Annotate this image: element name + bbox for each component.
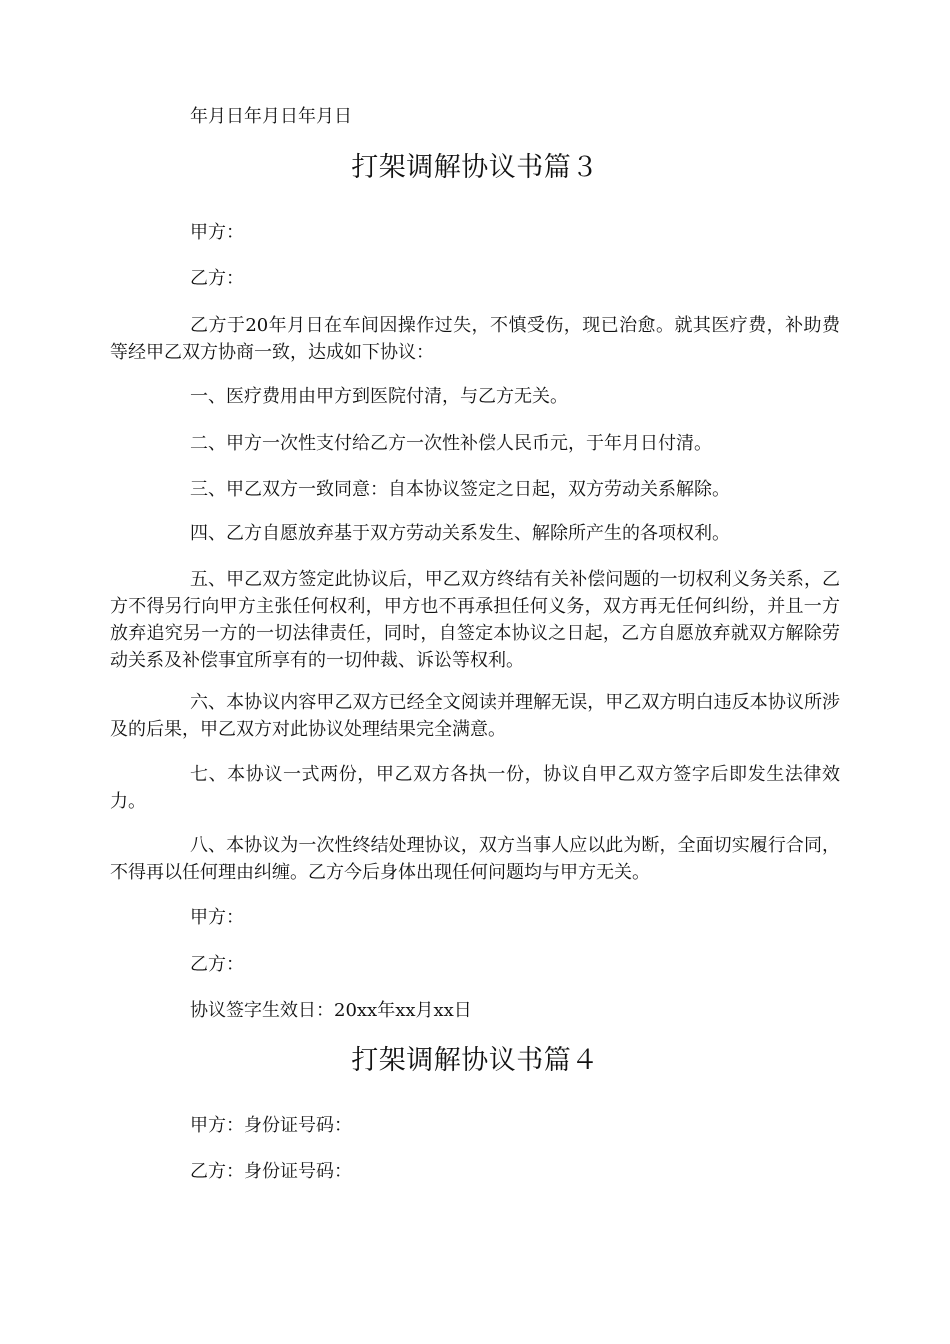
- clause-3: 三、甲乙双方一致同意：自本协议签定之日起，双方劳动关系解除。: [190, 479, 730, 500]
- intro-paragraph: 乙方于20年月日在车间因操作过失，不慎受伤，现已治愈。就其医疗费，补助费等经甲乙双方协商一致，达成如下协议：: [110, 315, 840, 363]
- clause-1: 一、医疗费用由甲方到医院付清，与乙方无关。: [190, 386, 568, 407]
- clause-5: 五、甲乙双方签定此协议后，甲乙双方终结有关补偿问题的一切权利义务关系，乙方不得另行向甲方主张任何权利，甲方也不再承担任何义务，双方再无任何纠纷，并且一方放弃追究另一方的一切法律责任，同时，自签定本协议之日起，乙方自愿放弃就双方解除劳动关系及补偿事宜所享有的一切仲裁、诉讼等权利。: [110, 569, 840, 671]
- date-line: 年月日年月日年月日: [190, 106, 352, 127]
- section-4-party-a: 甲方：身份证号码：: [190, 1115, 352, 1136]
- clause-4: 四、乙方自愿放弃基于双方劳动关系发生、解除所产生的各项权利。: [190, 523, 730, 544]
- party-a-label: 甲方：: [190, 222, 244, 243]
- clause-7: 七、本协议一式两份，甲乙双方各执一份，协议自甲乙双方签字后即发生法律效力。: [110, 764, 840, 812]
- effective-date: 协议签字生效日：20xx年xx月xx日: [190, 1000, 472, 1021]
- signature-party-b: 乙方：: [190, 954, 244, 975]
- section-3-title: 打架调解协议书篇３: [351, 152, 599, 183]
- section-4-title: 打架调解协议书篇４: [351, 1045, 599, 1076]
- section-4-party-b: 乙方：身份证号码：: [190, 1161, 352, 1182]
- clause-6: 六、本协议内容甲乙双方已经全文阅读并理解无误，甲乙双方明白违反本协议所涉及的后果，甲乙双方对此协议处理结果完全满意。: [110, 692, 840, 740]
- party-b-label: 乙方：: [190, 268, 244, 289]
- clause-8: 八、本协议为一次性终结处理协议，双方当事人应以此为断，全面切实履行合同，不得再以任何理由纠缠。乙方今后身体出现任何问题均与甲方无关。: [110, 835, 840, 883]
- clause-2: 二、甲方一次性支付给乙方一次性补偿人民币元，于年月日付清。: [190, 433, 712, 454]
- signature-party-a: 甲方：: [190, 907, 244, 928]
